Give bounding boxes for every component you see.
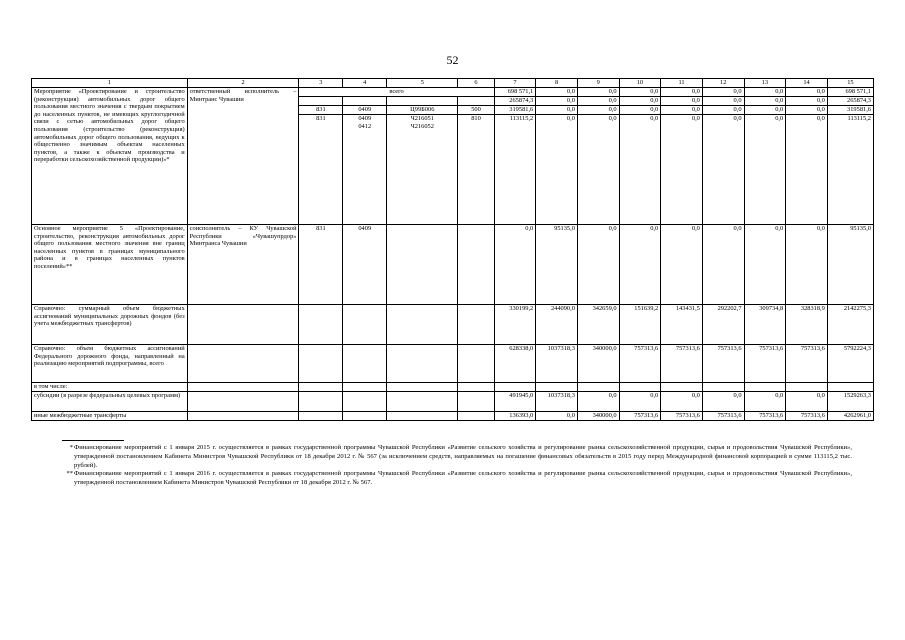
footnote-text: Финансирование мероприятий с 1 января 2015 г. осуществляется в рамках государственной программы Чувашской Республики «Развитие сельского хозяйства и регулирование рынка сельскохозяйственной продукции, сырья и продовольствия Чувашской Республики», утвержденной постановлением Кабинета Министров Чувашской Республики от 18 декабря 2012 г. № 567 (за исключением средств, направляемых на погашение финансовых обязательств в 2015 году перед Международной финансовой корпорацией в сумме 113115,2 тыс. рублей). bbox=[74, 444, 852, 469]
value-cell: 757313,6 bbox=[661, 345, 703, 383]
value-cell: 0,0 bbox=[619, 225, 661, 305]
empty-cell bbox=[458, 383, 494, 392]
header-col-3: 3 bbox=[299, 79, 343, 88]
reference-2-row bbox=[32, 345, 874, 383]
empty-cell bbox=[299, 412, 343, 421]
empty-cell bbox=[536, 383, 578, 392]
value-cell: 0,0 bbox=[536, 115, 578, 225]
value-cell: 757313,6 bbox=[619, 412, 661, 421]
value-cell: 0,0 bbox=[577, 392, 619, 412]
value-cell: 0,0 bbox=[702, 106, 744, 115]
value-cell: 0,0 bbox=[619, 97, 661, 106]
value-cell: 2142275,3 bbox=[827, 305, 873, 345]
value-cell: 0,0 bbox=[577, 88, 619, 97]
value-cell: 113115,2 bbox=[494, 115, 536, 225]
header-row bbox=[32, 79, 874, 88]
value-cell: 0,0 bbox=[786, 225, 828, 305]
total-label: всего bbox=[299, 88, 494, 97]
value-cell: 1529263,3 bbox=[827, 392, 873, 412]
value-cell: 757313,6 bbox=[744, 345, 786, 383]
footnote-mark: * bbox=[69, 444, 73, 451]
vr-cell: 500 bbox=[458, 106, 494, 115]
value-cell: 0,0 bbox=[702, 115, 744, 225]
value-cell: 0,0 bbox=[577, 97, 619, 106]
empty-cell bbox=[387, 392, 458, 412]
budget-table bbox=[31, 78, 874, 421]
csr-cell: Ч216051 Ч216052 bbox=[387, 115, 458, 225]
value-cell: 113115,2 bbox=[827, 115, 873, 225]
empty-cell bbox=[187, 383, 299, 392]
empty-cell bbox=[661, 383, 703, 392]
empty-cell bbox=[458, 392, 494, 412]
including-label: в том числе: bbox=[32, 383, 188, 392]
grbs-cell: 831 bbox=[299, 225, 343, 305]
page-number: 52 bbox=[446, 53, 459, 67]
value-cell: 0,0 bbox=[786, 97, 828, 106]
value-cell: 0,0 bbox=[661, 97, 703, 106]
empty-cell bbox=[187, 412, 299, 421]
empty-cell bbox=[299, 392, 343, 412]
subsidies-name: субсидии (в разрезе федеральных целевых программ) bbox=[32, 392, 188, 412]
reference-1-row bbox=[32, 305, 874, 345]
measure-1-row bbox=[32, 88, 874, 97]
value-cell: 698 571,1 bbox=[827, 88, 873, 97]
empty-cell bbox=[744, 383, 786, 392]
empty-cell bbox=[343, 392, 387, 412]
value-cell: 0,0 bbox=[536, 106, 578, 115]
value-cell: 0,0 bbox=[494, 225, 536, 305]
value-cell: 5792224,3 bbox=[827, 345, 873, 383]
footnote-mark: ** bbox=[66, 470, 73, 478]
value-cell: 491945,0 bbox=[494, 392, 536, 412]
header-col-6: 6 bbox=[458, 79, 494, 88]
value-cell: 319581,6 bbox=[827, 106, 873, 115]
header-col-2: 2 bbox=[187, 79, 299, 88]
empty-cell bbox=[619, 383, 661, 392]
value-cell: 340000,0 bbox=[577, 345, 619, 383]
empty-cell bbox=[299, 383, 343, 392]
value-cell: 0,0 bbox=[702, 88, 744, 97]
empty-cell bbox=[387, 412, 458, 421]
value-cell: 309734,8 bbox=[744, 305, 786, 345]
value-cell: 244090,0 bbox=[536, 305, 578, 345]
value-cell: 0,0 bbox=[661, 88, 703, 97]
header-col-12: 12 bbox=[702, 79, 744, 88]
value-cell: 0,0 bbox=[744, 225, 786, 305]
value-cell: 628338,0 bbox=[494, 345, 536, 383]
header-col-8: 8 bbox=[536, 79, 578, 88]
value-cell: 0,0 bbox=[619, 106, 661, 115]
value-cell: 0,0 bbox=[744, 106, 786, 115]
value-cell: 757313,6 bbox=[619, 345, 661, 383]
value-cell: 698 571,1 bbox=[494, 88, 536, 97]
header-col-10: 10 bbox=[619, 79, 661, 88]
csr-cell bbox=[387, 97, 458, 106]
csr-cell bbox=[387, 225, 458, 305]
value-cell: 151639,2 bbox=[619, 305, 661, 345]
value-cell: 0,0 bbox=[577, 115, 619, 225]
value-cell: 342659,0 bbox=[577, 305, 619, 345]
grbs-cell: 831 bbox=[299, 106, 343, 115]
measure-1-name: Мероприятие «Проектирование и строительство (реконструкция) автомобильных дорог общего пользования местного значения с твердым покрытием до населенных пунктов, не имеющих круглогодичной связи с сетью автомобильных дорог общего пользования (строительство (реконструкция) автомобильных дорог общего пользования, ведущих к общественно значимым объектам населенных пунктов, а также к объектам производства и переработки сельскохозяйственной продукции)»* bbox=[32, 88, 188, 225]
value-cell: 95135,0 bbox=[827, 225, 873, 305]
vr-cell: 810 bbox=[458, 115, 494, 225]
value-cell: 136393,0 bbox=[494, 412, 536, 421]
empty-cell bbox=[387, 345, 458, 383]
empty-cell bbox=[458, 305, 494, 345]
value-cell: 0,0 bbox=[702, 392, 744, 412]
value-cell: 0,0 bbox=[661, 392, 703, 412]
empty-cell bbox=[494, 383, 536, 392]
vr-cell bbox=[458, 225, 494, 305]
value-cell: 0,0 bbox=[786, 88, 828, 97]
rzpr-cell: 0409 bbox=[343, 106, 387, 115]
empty-cell bbox=[458, 412, 494, 421]
vr-cell bbox=[458, 97, 494, 106]
empty-cell bbox=[387, 383, 458, 392]
measure-2-name: Основное мероприятие 5 «Проектирование, строительство, реконструкция автомобильных дорог общего пользования местного значения вне границ населенных пунктов в границах муниципального района и в границах населенных пунктов поселений»** bbox=[32, 225, 188, 305]
value-cell: 0,0 bbox=[786, 392, 828, 412]
value-cell: 757313,6 bbox=[661, 412, 703, 421]
including-row bbox=[32, 383, 874, 392]
value-cell: 143431,5 bbox=[661, 305, 703, 345]
value-cell: 0,0 bbox=[536, 412, 578, 421]
value-cell: 0,0 bbox=[619, 115, 661, 225]
grbs-cell bbox=[299, 97, 343, 106]
value-cell: 0,0 bbox=[786, 115, 828, 225]
value-cell: 757313,6 bbox=[786, 412, 828, 421]
header-col-15: 15 bbox=[827, 79, 873, 88]
value-cell: 0,0 bbox=[702, 225, 744, 305]
value-cell: 0,0 bbox=[661, 225, 703, 305]
header-col-1: 1 bbox=[32, 79, 188, 88]
footnote bbox=[62, 470, 852, 488]
empty-cell bbox=[343, 305, 387, 345]
grbs-cell: 831 bbox=[299, 115, 343, 225]
value-cell: 0,0 bbox=[577, 225, 619, 305]
empty-cell bbox=[827, 383, 873, 392]
value-cell: 0,0 bbox=[744, 88, 786, 97]
empty-cell bbox=[786, 383, 828, 392]
rzpr-cell: 0409 bbox=[343, 225, 387, 305]
empty-cell bbox=[299, 305, 343, 345]
value-cell: 340000,0 bbox=[577, 412, 619, 421]
value-cell: 0,0 bbox=[786, 106, 828, 115]
value-cell: 292202,7 bbox=[702, 305, 744, 345]
empty-cell bbox=[343, 412, 387, 421]
reference-2-name: Справочно: объем бюджетных ассигнований Федерального дорожного фонда, направленный на реализацию мероприятий подпрограммы, всего bbox=[32, 345, 188, 383]
value-cell: 265874,3 bbox=[827, 97, 873, 106]
empty-cell bbox=[702, 383, 744, 392]
value-cell: 0,0 bbox=[619, 88, 661, 97]
header-col-5: 5 bbox=[387, 79, 458, 88]
value-cell: 0,0 bbox=[619, 392, 661, 412]
footnotes bbox=[62, 444, 852, 488]
header-col-9: 9 bbox=[577, 79, 619, 88]
value-cell: 1037318,3 bbox=[536, 345, 578, 383]
header-col-7: 7 bbox=[494, 79, 536, 88]
value-cell: 0,0 bbox=[661, 115, 703, 225]
value-cell: 757313,6 bbox=[744, 412, 786, 421]
csr-cell: Ц99Б006 bbox=[387, 106, 458, 115]
empty-cell bbox=[187, 345, 299, 383]
header-col-14: 14 bbox=[786, 79, 828, 88]
empty-cell bbox=[343, 383, 387, 392]
value-cell: 330199,2 bbox=[494, 305, 536, 345]
empty-cell bbox=[343, 345, 387, 383]
header-col-13: 13 bbox=[744, 79, 786, 88]
other-transfers-name: иные межбюджетные трансферты bbox=[32, 412, 188, 421]
value-cell: 757313,6 bbox=[702, 412, 744, 421]
measure-2-row bbox=[32, 225, 874, 305]
rzpr-cell: 0409 0412 bbox=[343, 115, 387, 225]
empty-cell bbox=[299, 345, 343, 383]
value-cell: 319581,6 bbox=[494, 106, 536, 115]
other-transfers-row bbox=[32, 412, 874, 421]
value-cell: 757313,6 bbox=[702, 345, 744, 383]
value-cell: 4262961,0 bbox=[827, 412, 873, 421]
value-cell: 1037318,3 bbox=[536, 392, 578, 412]
reference-1-name: Справочно: суммарный объем бюджетных ассигнований муниципальных дорожных фондов (без учета межбюджетных трансфертов) bbox=[32, 305, 188, 345]
rzpr-cell bbox=[343, 97, 387, 106]
value-cell: 0,0 bbox=[536, 88, 578, 97]
value-cell: 0,0 bbox=[744, 97, 786, 106]
value-cell: 328318,9 bbox=[786, 305, 828, 345]
empty-cell bbox=[387, 305, 458, 345]
value-cell: 0,0 bbox=[577, 106, 619, 115]
measure-1-responsible: ответственный исполнитель – Минтранс Чувашии bbox=[187, 88, 299, 225]
empty-cell bbox=[187, 305, 299, 345]
measure-2-responsible: соисполнитель – КУ Чувашской Республики «Чувашупрдор» Минтранса Чувашии bbox=[187, 225, 299, 305]
value-cell: 0,0 bbox=[702, 97, 744, 106]
subsidies-row bbox=[32, 392, 874, 412]
value-cell: 0,0 bbox=[661, 106, 703, 115]
footnote-separator bbox=[62, 440, 124, 441]
footnote bbox=[62, 444, 852, 470]
value-cell: 95135,0 bbox=[536, 225, 578, 305]
value-cell: 265874,3 bbox=[494, 97, 536, 106]
value-cell: 0,0 bbox=[536, 97, 578, 106]
value-cell: 757313,6 bbox=[786, 345, 828, 383]
footnote-text: Финансирование мероприятий с 1 января 2016 г. осуществляется в рамках государственной программы Чувашской Республики «Развитие сельского хозяйства и регулирование рынка сельскохозяйственной продукции, сырья и продовольствия Чувашской Республики», утвержденной постановлением Кабинета Министров Чувашской Республики от 18 декабря 2012 г. № 567. bbox=[74, 470, 852, 487]
value-cell: 0,0 bbox=[744, 392, 786, 412]
empty-cell bbox=[577, 383, 619, 392]
empty-cell bbox=[187, 392, 299, 412]
value-cell: 0,0 bbox=[744, 115, 786, 225]
header-col-11: 11 bbox=[661, 79, 703, 88]
empty-cell bbox=[458, 345, 494, 383]
header-col-4: 4 bbox=[343, 79, 387, 88]
